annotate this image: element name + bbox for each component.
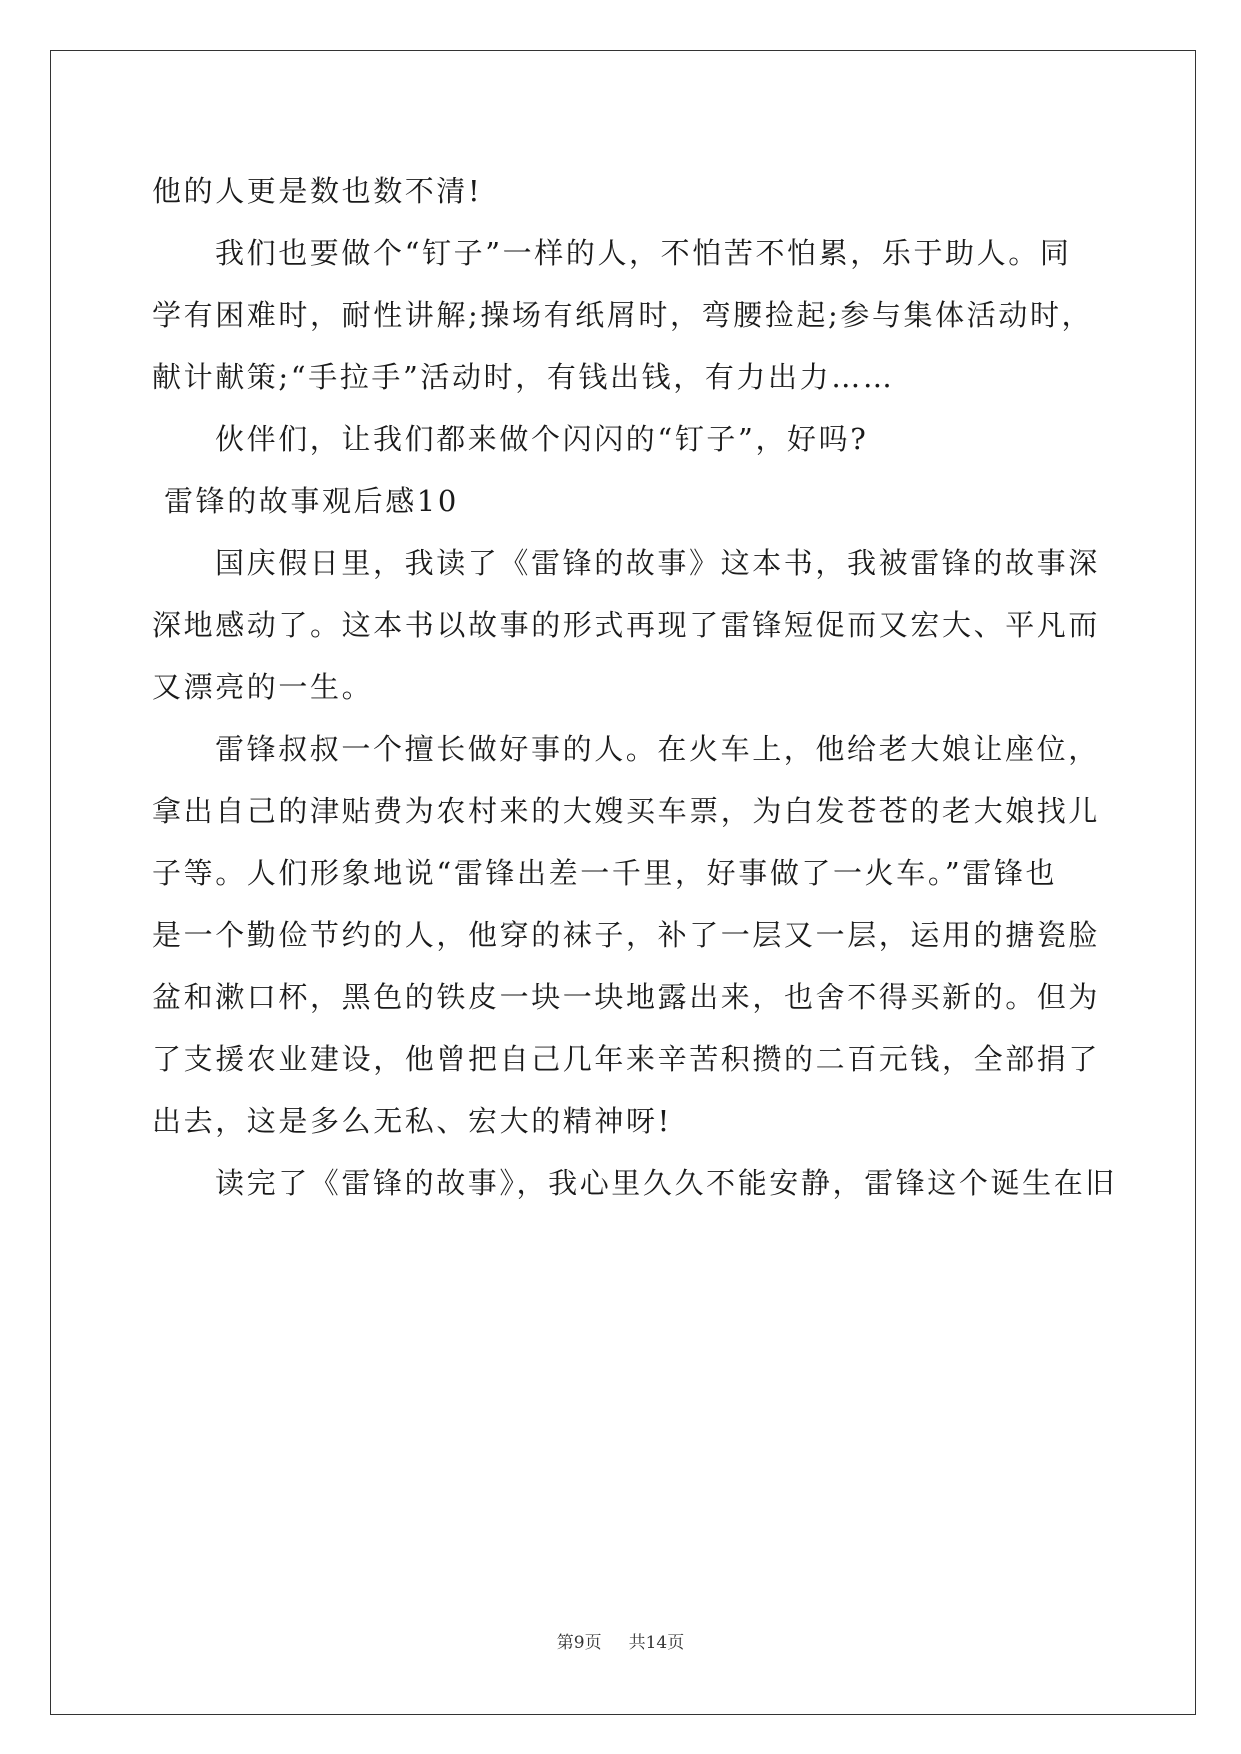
paragraph-line: 子等。人们形象地说“雷锋出差一千里，好事做了一火车。”雷锋也 — [152, 856, 1058, 890]
paragraph-line: 读完了《雷锋的故事》，我心里久久不能安静，雷锋这个诞生在旧 — [215, 1166, 1117, 1200]
paragraph-line: 拿出自己的津贴费为农村来的大嫂买车票，为白发苍苍的老大娘找儿 — [152, 794, 1101, 828]
page-footer — [0, 1628, 1241, 1653]
paragraph-line: 献计献策;“手拉手”活动时，有钱出钱，有力出力…… — [152, 360, 895, 394]
paragraph-line: 出去，这是多么无私、宏大的精神呀! — [152, 1104, 672, 1138]
paragraph-line: 了支援农业建设，他曾把自己几年来辛苦积攒的二百元钱，全部捐了 — [152, 1042, 1101, 1076]
paragraph-line: 是一个勤俭节约的人，他穿的袜子，补了一层又一层，运用的搪瓷脸 — [152, 918, 1101, 952]
paragraph-line: 他的人更是数也数不清! — [152, 174, 483, 208]
paragraph-line: 雷锋叔叔一个擅长做好事的人。在火车上，他给老大娘让座位， — [215, 732, 1100, 766]
paragraph-line: 学有困难时，耐性讲解;操场有纸屑时，弯腰捡起;参与集体活动时， — [152, 298, 1094, 332]
document-body — [152, 160, 1117, 1214]
page-total: 共14页 — [628, 1633, 685, 1653]
paragraph-line: 又漂亮的一生。 — [152, 670, 374, 704]
page-number: 第9页 — [556, 1633, 602, 1653]
paragraph-line: 我们也要做个“钉子”一样的人，不怕苦不怕累，乐于助人。同 — [215, 236, 1072, 270]
paragraph-line: 盆和漱口杯，黑色的铁皮一块一块地露出来，也舍不得买新的。但为 — [152, 980, 1101, 1014]
section-heading: 雷锋的故事观后感10 — [164, 484, 459, 518]
paragraph-line: 深地感动了。这本书以故事的形式再现了雷锋短促而又宏大、平凡而 — [152, 608, 1101, 642]
paragraph-line: 伙伴们，让我们都来做个闪闪的“钉子”，好吗? — [215, 422, 869, 456]
paragraph-line: 国庆假日里，我读了《雷锋的故事》这本书，我被雷锋的故事深 — [215, 546, 1100, 580]
